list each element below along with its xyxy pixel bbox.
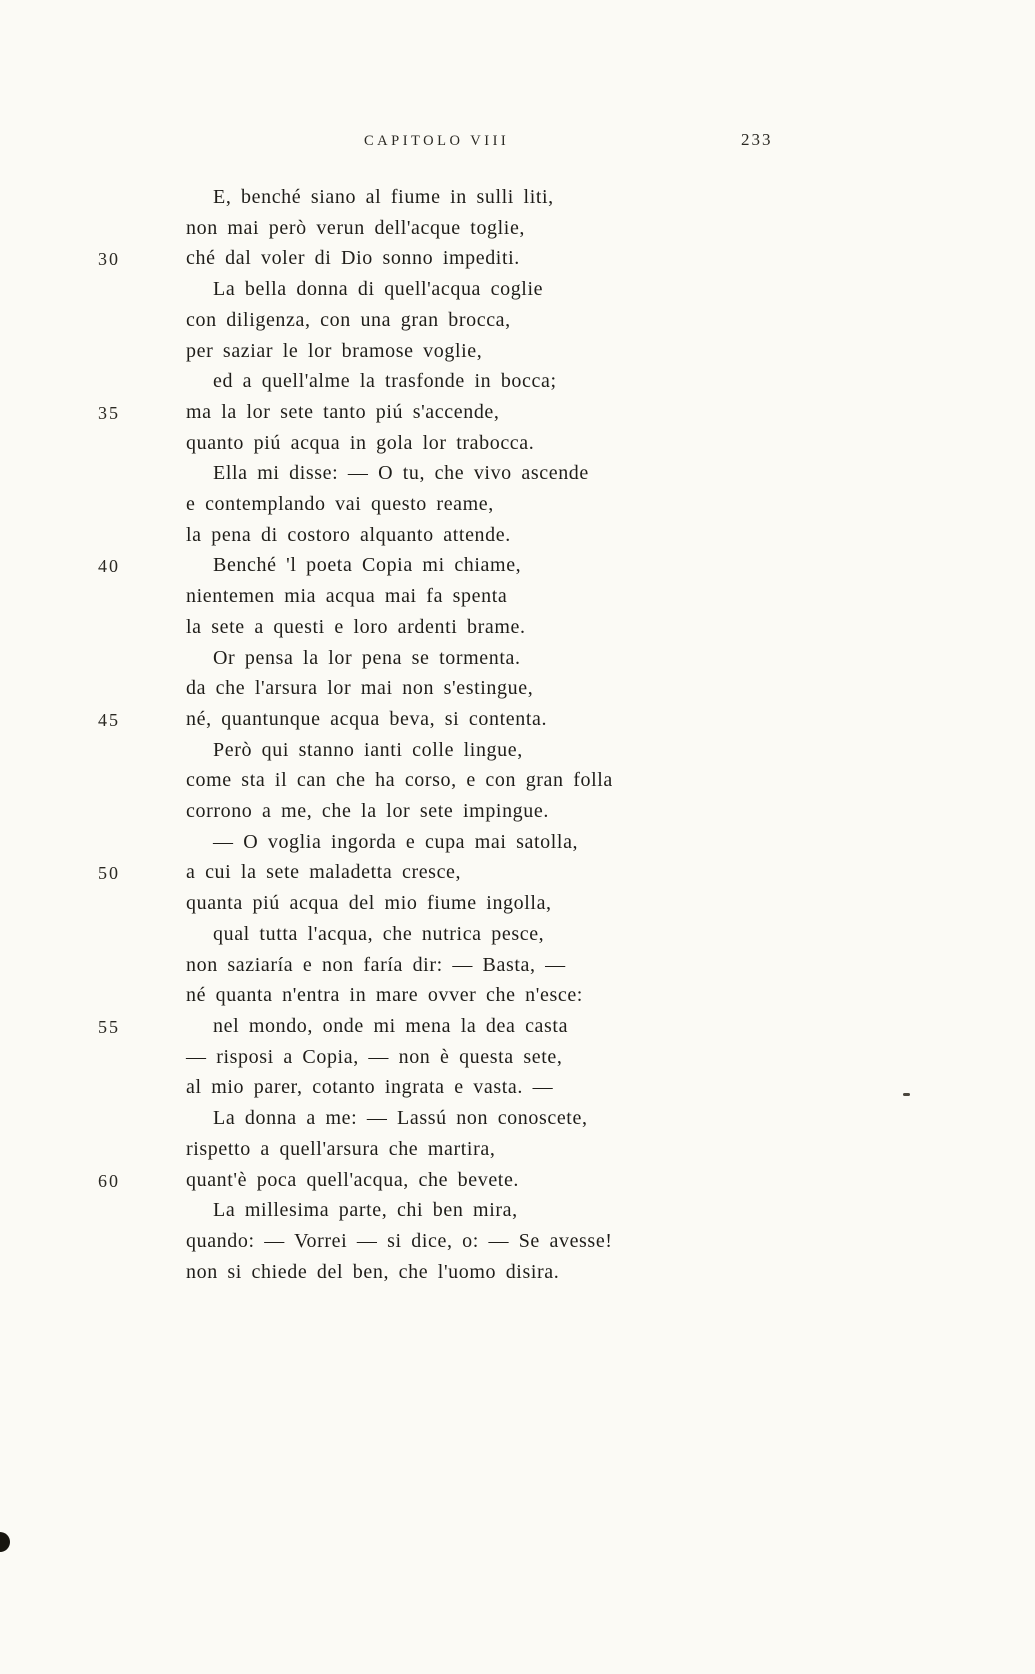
line-number: 30 [98, 249, 120, 270]
verse-text: la pena di costoro alquanto attende. [186, 523, 511, 546]
poem-line [186, 520, 613, 551]
verse-text: né, quantunque acqua beva, si contenta. [186, 707, 548, 730]
chapter-heading: CAPITOLO VIII [364, 133, 510, 149]
verse-text: E, benché siano al fiume in sulli liti, [213, 186, 554, 208]
line-number: 50 [98, 863, 120, 884]
verse-text: quanta piú acqua del mio fiume ingolla, [186, 892, 552, 915]
poem-line [186, 950, 613, 981]
verse-text: ché dal voler di Dio sonno impediti. [186, 247, 520, 270]
verse-text: non mai però verun dell'acque toglie, [186, 216, 526, 239]
verse-text: Or pensa la lor pena se tormenta. [213, 646, 521, 669]
poem-line [186, 643, 613, 674]
poem-line [186, 336, 613, 367]
poem-line [186, 1226, 613, 1257]
verse-text: al mio parer, cotanto ingrata e vasta. — [186, 1076, 554, 1099]
line-number: 55 [98, 1016, 120, 1037]
scan-ink-blob [0, 1532, 10, 1552]
verse-text: La donna a me: — Lassú non conoscete, [213, 1107, 588, 1130]
verse-text: nel mondo, onde mi mena la dea casta [213, 1014, 569, 1037]
verse-text: Ella mi disse: — O tu, che vivo ascende [213, 462, 589, 485]
verse-text: La millesima parte, chi ben mira, [213, 1199, 518, 1222]
poem-line [186, 1072, 613, 1103]
page-number: 233 [741, 130, 773, 149]
verse-text: come sta il can che ha corso, e con gran folla [186, 769, 613, 792]
poem-line [98, 1165, 613, 1196]
verse-text: da che l'arsura lor mai non s'estingue, [186, 677, 534, 700]
verse-text: La bella donna di quell'acqua coglie [213, 278, 544, 301]
poem-line [186, 274, 613, 305]
line-number: 45 [98, 709, 120, 730]
poem-line [186, 213, 613, 244]
poem-line [186, 888, 613, 919]
verse-text: ed a quell'alme la trasfonde in bocca; [213, 370, 557, 393]
poem-line [186, 182, 613, 213]
poem-line [186, 980, 613, 1011]
verse-text: Però qui stanno ianti colle lingue, [213, 738, 523, 761]
verse-text: rispetto a quell'arsura che martira, [186, 1137, 496, 1160]
poem-line [186, 305, 613, 336]
verse-text: — O voglia ingorda e cupa mai satolla, [213, 830, 579, 853]
verse-text: quant'è poca quell'acqua, che bevete. [186, 1168, 520, 1191]
poem-line [98, 1011, 613, 1042]
poem-line [186, 428, 613, 459]
poem-line [186, 673, 613, 704]
verse-text: ma la lor sete tanto piú s'accende, [186, 400, 500, 423]
poem-line [186, 735, 613, 766]
poem-line [186, 1257, 613, 1288]
poem-line [186, 489, 613, 520]
verse-text: corrono a me, che la lor sete impingue. [186, 800, 549, 823]
verse-text: non si chiede del ben, che l'uomo disira. [186, 1260, 560, 1283]
verse-text: quanto piú acqua in gola lor trabocca. [186, 431, 535, 454]
verse-text: quando: — Vorrei — si dice, o: — Se avesse! [186, 1229, 613, 1252]
poem-line [186, 796, 613, 827]
verse-text: e contemplando vai questo reame, [186, 493, 494, 516]
poem-line [98, 857, 613, 888]
line-number: 35 [98, 402, 120, 423]
verse-text: né quanta n'entra in mare ovver che n'esce: [186, 984, 583, 1007]
poem-line [98, 704, 613, 735]
poem-line [186, 765, 613, 796]
poem-line [186, 1042, 613, 1073]
verse-text: qual tutta l'acqua, che nutrica pesce, [213, 922, 545, 945]
poem-line [186, 581, 613, 612]
poem-line [186, 1103, 613, 1134]
poem-line [98, 243, 613, 274]
verse-text: — risposi a Copia, — non è questa sete, [186, 1045, 563, 1068]
verse-text: con diligenza, con una gran brocca, [186, 308, 511, 331]
poem-line [186, 827, 613, 858]
poem-line [98, 550, 613, 581]
poem-line [98, 397, 613, 428]
verse-text: Benché 'l poeta Copia mi chiame, [213, 554, 522, 577]
verse-text: nientemen mia acqua mai fa spenta [186, 585, 508, 608]
verse-text: la sete a questi e loro ardenti brame. [186, 615, 526, 638]
poem-line [186, 1134, 613, 1165]
verse-text: non saziaría e non faría dir: — Basta, — [186, 953, 566, 976]
line-number: 40 [98, 556, 120, 577]
poem-line [186, 612, 613, 643]
poem-line [186, 1195, 613, 1226]
scan-margin-mark [903, 1093, 910, 1096]
verse-text: per saziar le lor bramose voglie, [186, 339, 483, 362]
poem-line [186, 458, 613, 489]
poem-line [186, 919, 613, 950]
line-number: 60 [98, 1170, 120, 1191]
poem-body [98, 182, 613, 1287]
verse-text: a cui la sete maladetta cresce, [186, 861, 462, 884]
poem-line [186, 366, 613, 397]
